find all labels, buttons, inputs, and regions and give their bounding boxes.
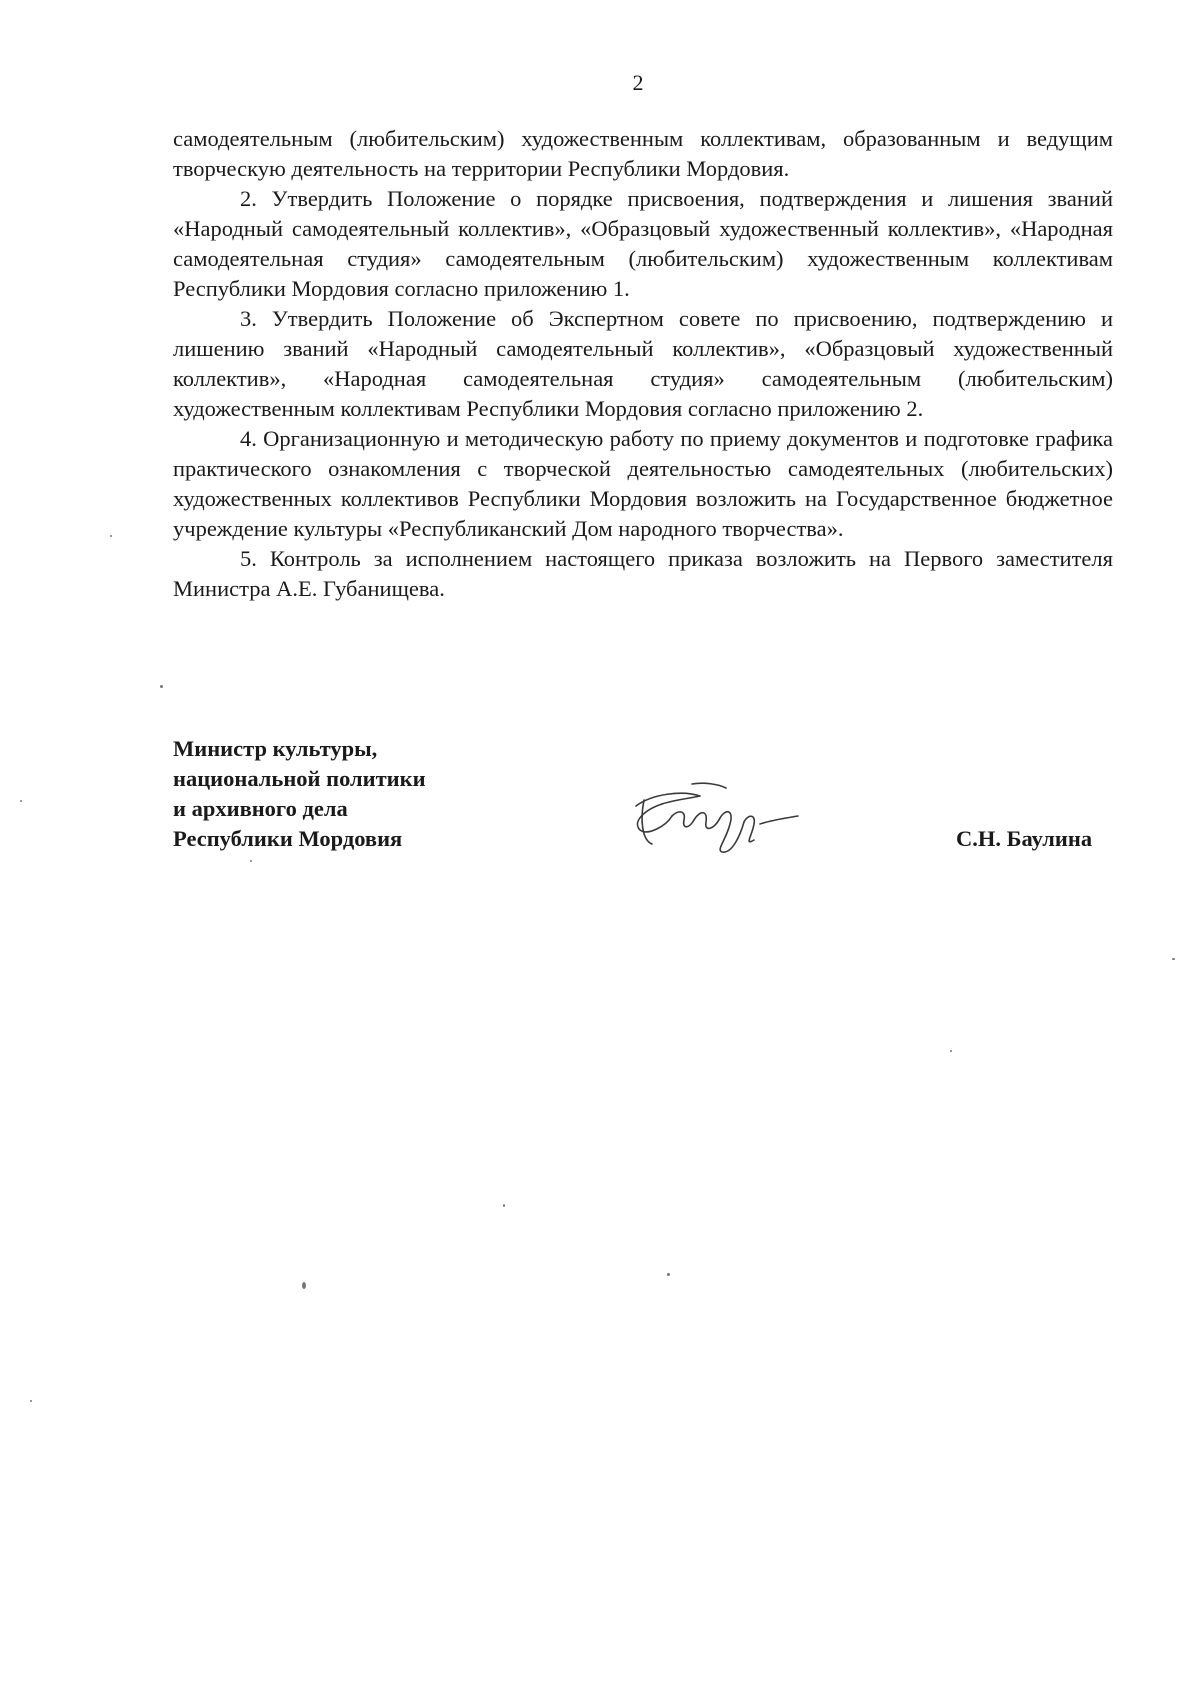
document-body [173,124,1113,604]
signatory-name: С.Н. Баулина [956,826,1093,851]
paragraph-item-3: 3. Утвердить Положение об Экспертном совете по присвоению, подтверждению и лишению званий «Народный самодеятельный коллектив», «Образцовый художественный коллектив», «Народная самодеятельная студия» самодеятельным (любительским) художественным коллективам Республики Мордовия согласно приложению 2. [173,306,1113,421]
paragraph-item-5: 5. Контроль за исполнением настоящего приказа возложить на Первого заместителя Министра А.Е. Губанищева. [173,546,1113,601]
paragraph-continuation: самодеятельным (любительским) художественным коллективам, образованным и ведущим творческую деятельность на территории Республики Мордовия. [173,126,1113,181]
position-line: национальной политики [173,766,426,791]
paragraph-item-4: 4. Организационную и методическую работу по приему документов и подготовке графика практического ознакомления с творческой деятельностью самодеятельных (любительских) художественных коллективов Республики Мордовия возложить на Государственное бюджетное учреждение культуры «Республиканский Дом народного творчества». [173,426,1113,541]
position-line: и архивного дела [173,796,348,821]
position-line: Республики Мордовия [173,826,403,851]
handwritten-signature [622,770,802,870]
page-number: 2 [632,70,644,95]
paragraph-item-2: 2. Утвердить Положение о порядке присвоения, подтверждения и лишения званий «Народный самодеятельный коллектив», «Образцовый художественный коллектив», «Народная самодеятельная студия» самодеятельным (любительским) художественным коллективам Республики Мордовия согласно приложению 1. [173,186,1113,301]
position-line: Министр культуры, [173,736,378,761]
signatory-position [173,734,426,854]
